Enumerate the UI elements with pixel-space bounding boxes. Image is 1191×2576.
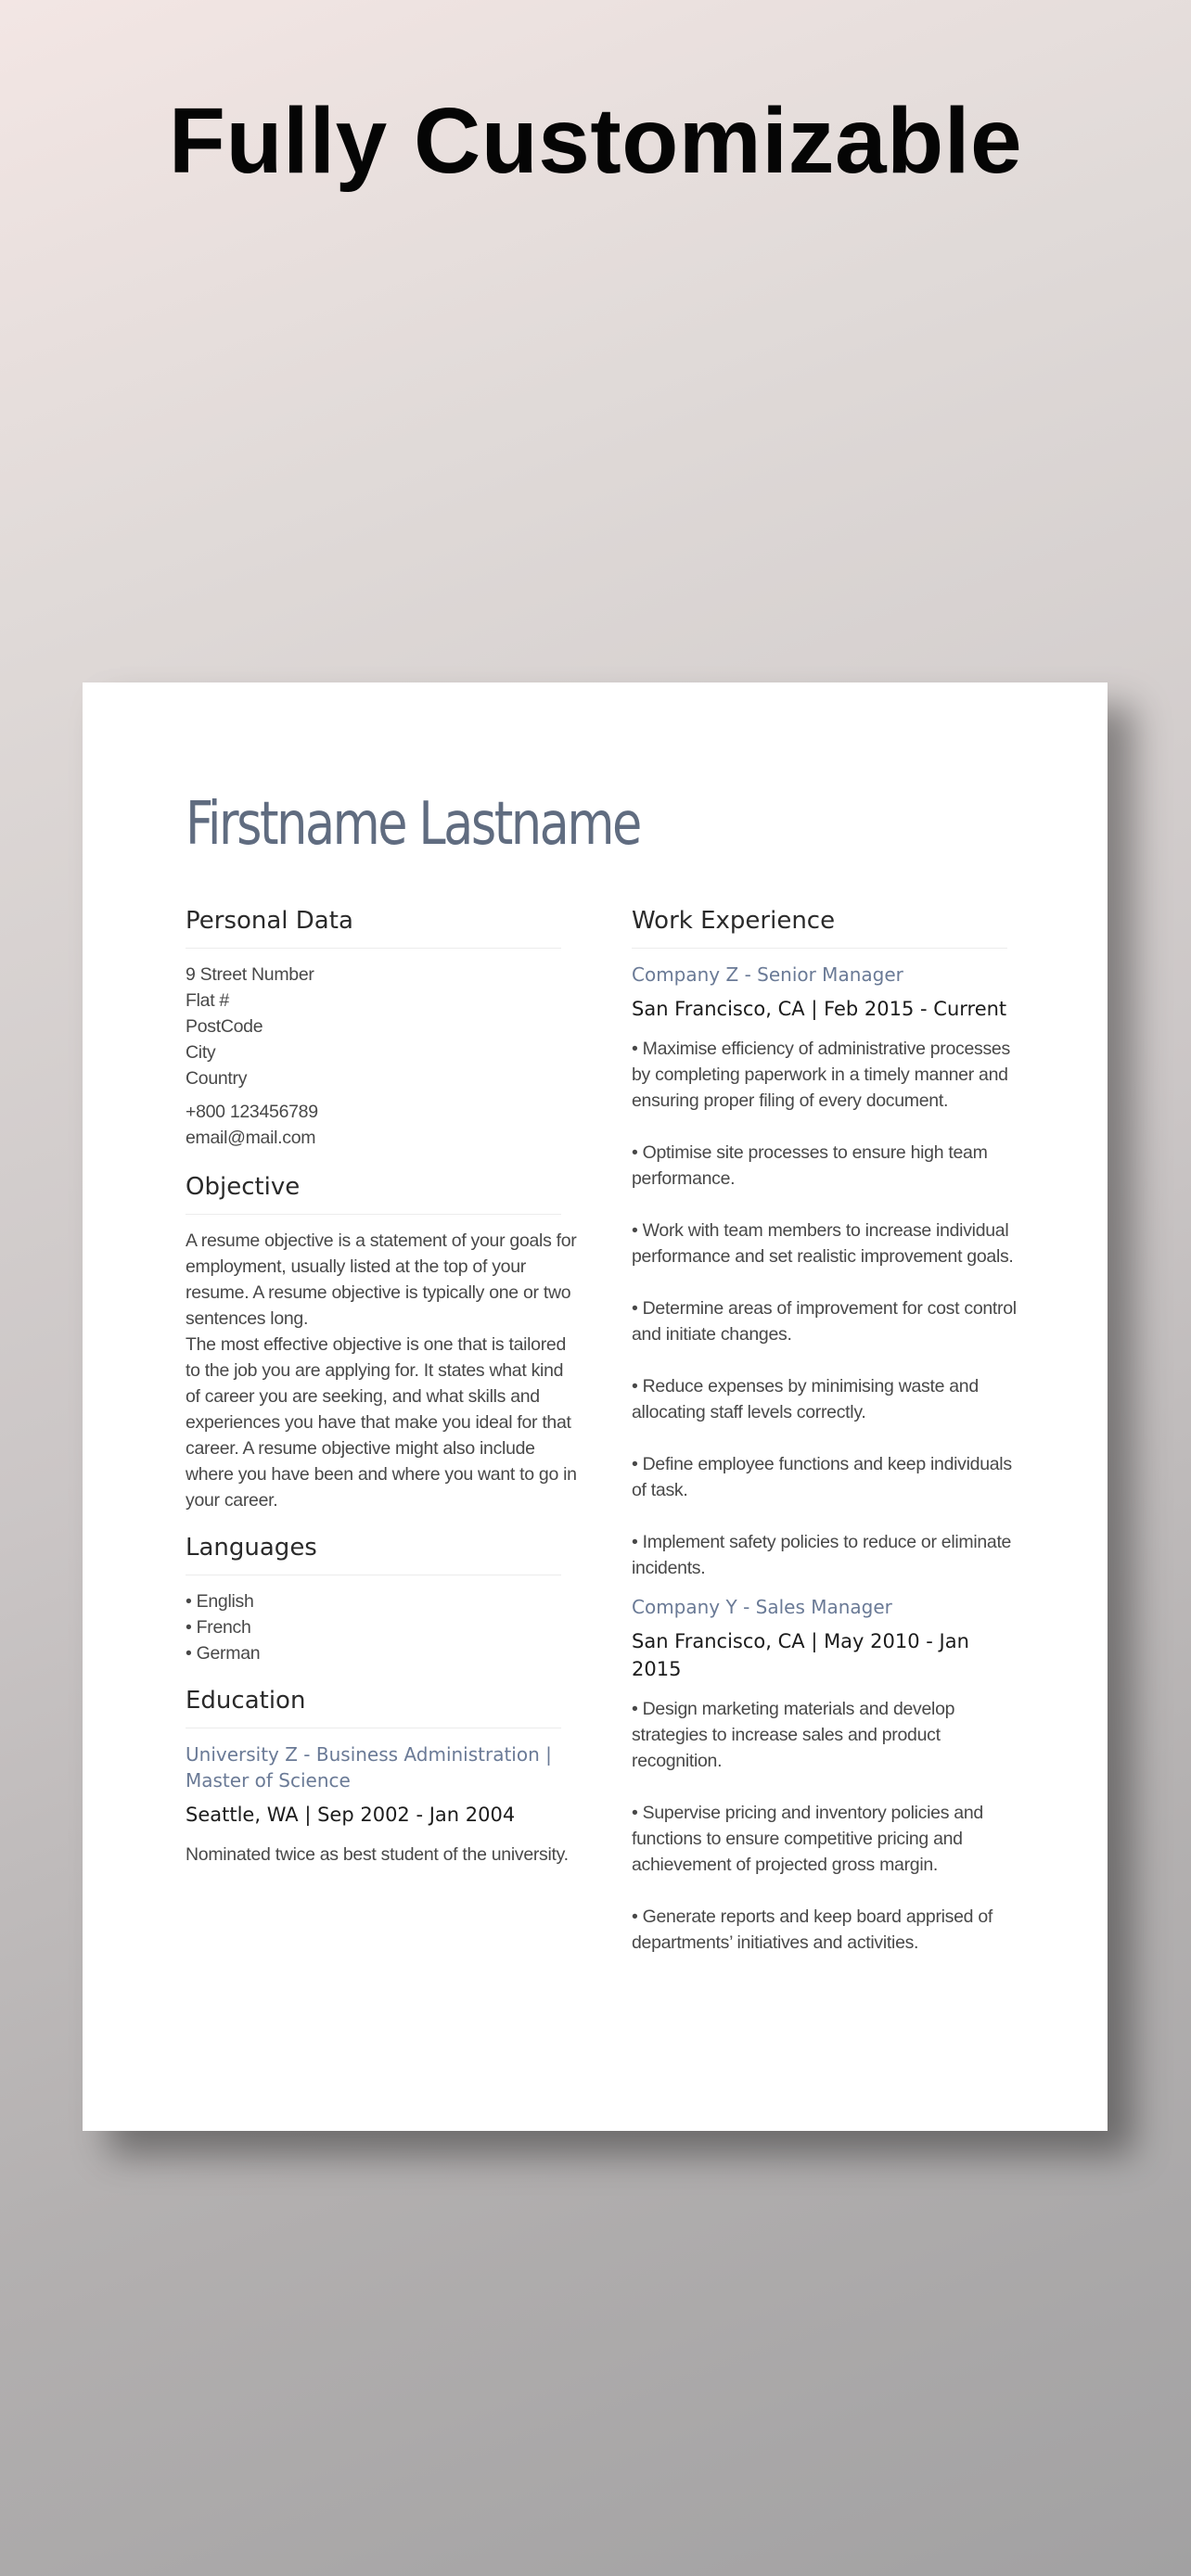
bullet-line: functions to ensure competitive pricing and [632,1829,963,1849]
objective-text [186,1228,577,1513]
job-bullet [632,1800,1007,1878]
language-item: • English [186,1591,254,1612]
bullet-line: • Generate reports and keep board apprised of [632,1906,993,1927]
bullet-line: • Determine areas of improvement for cost control [632,1298,1017,1319]
bullet-line: performance. [632,1168,736,1189]
bullet-line: of task. [632,1480,688,1500]
job-bullet [632,1696,1007,1774]
objective-line: The most effective objective is one that is tailored [186,1334,567,1355]
job-entry [632,1594,1007,1956]
bullet-line: strategies to increase sales and product [632,1725,941,1745]
job-role: Company Z - Senior Manager [632,963,903,986]
bullet-line: and initiate changes. [632,1324,792,1345]
right-column [632,905,1017,1956]
language-item: • French [186,1617,251,1638]
bullet-line: • Implement safety policies to reduce or eliminate [632,1532,1012,1552]
bullet-line: • Supervise pricing and inventory policies and [632,1803,983,1823]
job-bullet [632,1451,1012,1503]
bullet-line: • Design marketing materials and develop [632,1699,955,1719]
job-entry [632,962,1017,1581]
job-meta: San Francisco, CA | Feb 2015 - Current [632,998,1007,1020]
objective-line: to the job you are applying for. It states what kind [186,1360,564,1381]
bullet-line: ensuring proper filing of every document. [632,1090,949,1111]
objective-heading: Objective [186,1171,561,1215]
address-line: 9 Street Number [186,964,314,985]
bullet-line: incidents. [632,1558,706,1578]
bullet-line: • Optimise site processes to ensure high team [632,1142,988,1163]
resume-name: Firstname Lastname [186,790,640,859]
education-note: Nominated twice as best student of the university. [186,1844,569,1865]
job-bullet [632,1529,1012,1581]
left-column [186,905,577,1868]
education-meta: Seattle, WA | Sep 2002 - Jan 2004 [186,1804,516,1826]
personal-address [186,962,561,1151]
job-bullet [632,1295,1017,1347]
objective-line: A resume objective is a statement of your goals for [186,1231,577,1251]
objective-line: career. A resume objective might also include [186,1438,535,1459]
bullet-line: recognition. [632,1751,723,1771]
objective-line: of career you are seeking, and what skills and [186,1386,540,1407]
bullet-line: allocating staff levels correctly. [632,1402,866,1422]
job-bullet [632,1904,1007,1956]
bullet-line: performance and set realistic improvement goals. [632,1246,1014,1267]
objective-line: employment, usually listed at the top of your [186,1256,526,1277]
work-experience-heading: Work Experience [632,905,1007,949]
education-degree: University Z - Business Administration | [186,1743,552,1766]
bullet-line: • Maximise efficiency of administrative processes [632,1039,1010,1059]
objective-line: resume. A resume objective is typically one or two [186,1282,571,1303]
education-heading: Education [186,1685,561,1728]
education-degree: Master of Science [186,1769,351,1792]
objective-line: where you have been and where you want to go in [186,1464,577,1485]
resume-page [83,682,1108,2131]
bullet-line: departments’ initiatives and activities. [632,1932,919,1953]
job-bullet [632,1140,1007,1192]
job-bullet [632,1036,1010,1114]
bullet-line: • Reduce expenses by minimising waste and [632,1376,979,1396]
job-meta: San Francisco, CA | May 2010 - Jan 2015 [632,1630,969,1680]
email-address: email@mail.com [186,1128,316,1148]
objective-line: experiences you have that make you ideal for that [186,1412,571,1433]
address-line: City [186,1042,216,1063]
address-line: Flat # [186,990,229,1011]
languages-list [186,1588,561,1666]
address-line: Country [186,1068,248,1089]
promo-headline: Fully Customizable [168,89,1023,193]
address-line: PostCode [186,1016,263,1037]
bullet-line: by completing paperwork in a timely manner and [632,1065,1008,1085]
objective-line: sentences long. [186,1308,309,1329]
languages-heading: Languages [186,1532,561,1575]
personal-data-heading: Personal Data [186,905,561,949]
job-bullet [632,1218,1014,1269]
language-item: • German [186,1643,261,1664]
bullet-line: achievement of projected gross margin. [632,1855,939,1875]
bullet-line: • Define employee functions and keep individuals [632,1454,1012,1474]
objective-line: your career. [186,1490,278,1511]
phone-number: +800 123456789 [186,1102,318,1122]
education-entry [186,1741,569,1868]
bullet-line: • Work with team members to increase individual [632,1220,1009,1241]
job-bullet [632,1373,1007,1425]
job-role: Company Y - Sales Manager [632,1596,892,1618]
